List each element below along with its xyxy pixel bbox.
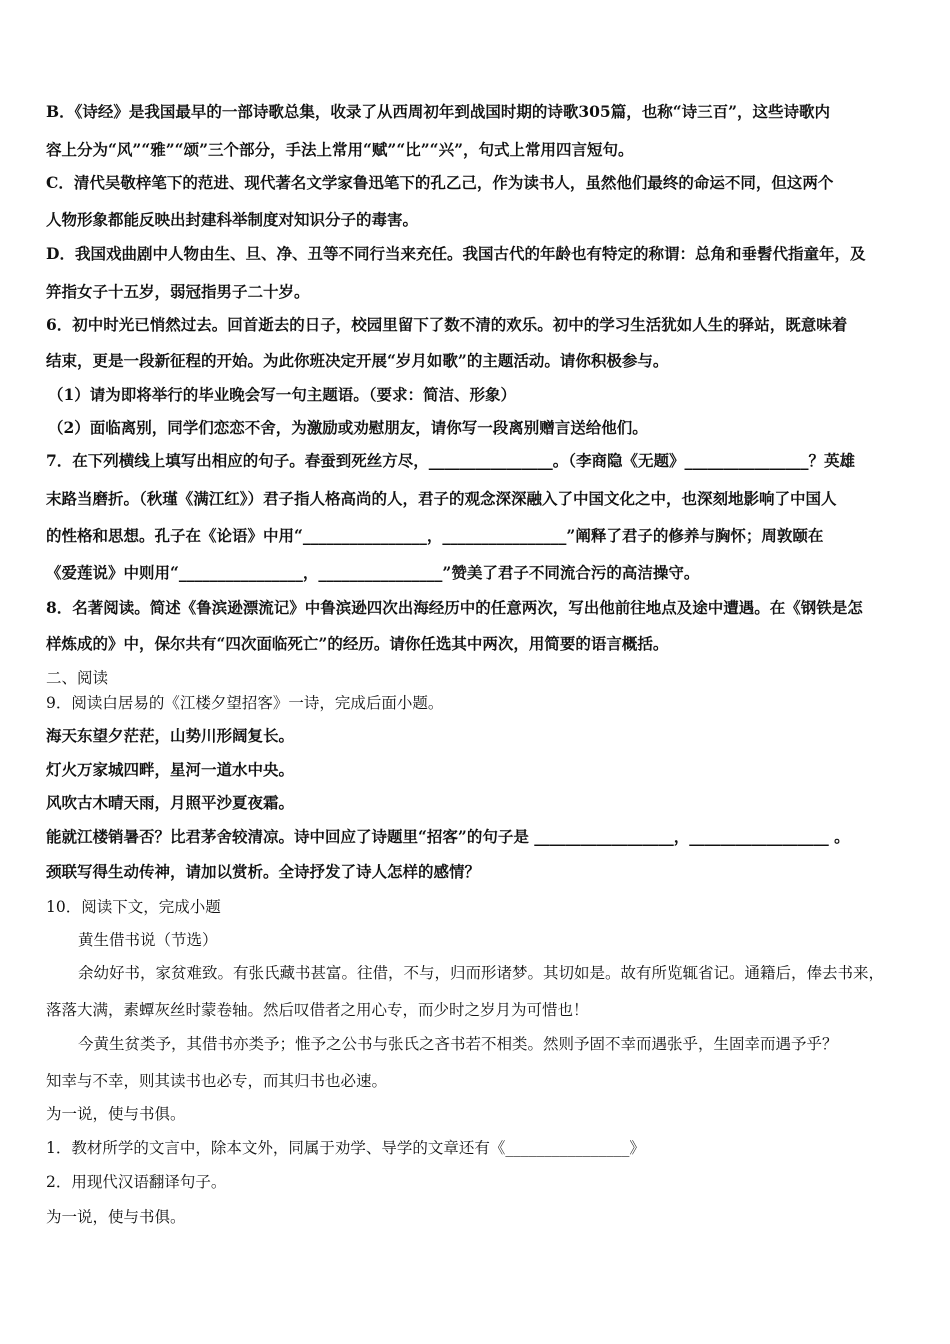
passage-para-1-line-1: 余幼好书，家贫难致。有张氏藏书甚富。往借，不与，归而形诸梦。其切如是。故有所览辄省记。通籍后，俸去书来， [78, 964, 885, 982]
poem-line-1: 海天东望夕茫茫，山势川形阔复长。 [46, 726, 295, 745]
sub-question-2-sentence: 为一说，使与书俱。 [46, 1208, 186, 1226]
question-6-sub-2: （2）面临离别，同学们恋恋不舍，为激励或劝慰朋友，请你写一段离别赠言送给他们。 [48, 418, 648, 437]
option-c-line-2: 人物形象都能反映出封建科举制度对知识分子的毒害。 [46, 210, 419, 229]
question-7-line-2: 末路当磨折。（秋瑾《满江红》）君子指人格高尚的人，君子的观念深深融入了中国文化之中，也深刻地影响了中国人 [46, 489, 837, 508]
question-8-line-2: 样炼成的》中，保尔共有“四次面临死亡”的经历。请你任选其中两次，用简要的语言概括。 [46, 634, 669, 653]
passage-para-2-line-2: 知幸与不幸，则其读书也必专，而其归书也必速。 [46, 1072, 388, 1090]
question-7-line-1: 7．在下列横线上填写出相应的句子。春蚕到死丝方尽，________________。（李商隐《无题》________________？英雄 [46, 451, 856, 470]
poem-line-3: 风吹古木晴天雨，月照平沙夏夜霜。 [46, 793, 295, 812]
sub-question-2: 2．用现代汉语翻译句子。 [46, 1173, 227, 1191]
section-heading-reading: 二、阅读 [46, 669, 109, 687]
question-9-prompt: 9．阅读白居易的《江楼夕望招客》一诗，完成后面小题。 [46, 694, 444, 712]
option-d-line-1: D．我国戏曲剧中人物由生、旦、净、丑等不同行当来充任。我国古代的年龄也有特定的称谓：总角和垂髫代指童年，及 [46, 244, 866, 263]
poem-line-2: 灯火万家城四畔，星河一道水中央。 [46, 760, 295, 779]
option-d-line-2: 笄指女子十五岁，弱冠指男子二十岁。 [46, 282, 310, 301]
poem-line-4-with-question: 能就江楼销暑否？比君茅舍较清凉。诗中回应了诗题里“招客”的句子是 __________________，__________________ 。 [46, 827, 850, 846]
question-6-line-2: 结束，更是一段新征程的开始。为此你班决定开展“岁月如歌”的主题活动。请你积极参与。 [46, 351, 669, 370]
question-6-sub-1: （1）请为即将举行的毕业晚会写一句主题语。（要求：简洁、形象） [48, 385, 517, 404]
question-7-line-4: 《爱莲说》中则用“________________，________________”赞美了君子不同流合污的高洁操守。 [46, 563, 700, 582]
question-7-line-3: 的性格和思想。孔子在《论语》中用“________________，________________”阐释了君子的修养与胸怀；周敦颐在 [46, 526, 824, 545]
option-c-line-1: C．清代吴敬梓笔下的范进、现代著名文学家鲁迅笔下的孔乙己，作为读书人，虽然他们最终的命运不同，但这两个 [46, 173, 834, 192]
passage-closing: 为一说，使与书俱。 [46, 1105, 186, 1123]
passage-para-2-line-1: 今黄生贫类予，其借书亦类予；惟予之公书与张氏之吝书若不相类。然则予固不幸而遇张乎，生固幸而遇予乎？ [78, 1035, 838, 1053]
option-b-line-1: B．《诗经》是我国最早的一部诗歌总集，收录了从西周初年到战国时期的诗歌305篇，也称“诗三百”，这些诗歌内 [46, 102, 831, 121]
question-10-prompt: 10．阅读下文，完成小题 [46, 898, 221, 916]
sub-question-1: 1．教材所学的文言中，除本文外，同属于劝学、导学的文章还有《________________》 [46, 1139, 645, 1157]
question-9-follow-up: 颈联写得生动传神，请加以赏析。全诗抒发了诗人怎样的感情？ [46, 862, 481, 881]
passage-title: 黄生借书说（节选） [78, 931, 218, 949]
option-b-line-2: 容上分为“风”“雅”“颂”三个部分，手法上常用“赋”“比”“兴”，句式上常用四言短句。 [46, 140, 634, 159]
question-8-line-1: 8．名著阅读。简述《鲁滨逊漂流记》中鲁滨逊四次出海经历中的任意两次，写出他前往地点及途中遭遇。在《钢铁是怎 [46, 598, 863, 617]
question-6-line-1: 6．初中时光已悄然过去。回首逝去的日子，校园里留下了数不清的欢乐。初中的学习生活犹如人生的驿站，既意味着 [46, 315, 848, 334]
passage-para-1-line-2: 落落大满，素蟫灰丝时蒙卷轴。然后叹借者之用心专，而少时之岁月为可惜也！ [46, 1001, 589, 1019]
